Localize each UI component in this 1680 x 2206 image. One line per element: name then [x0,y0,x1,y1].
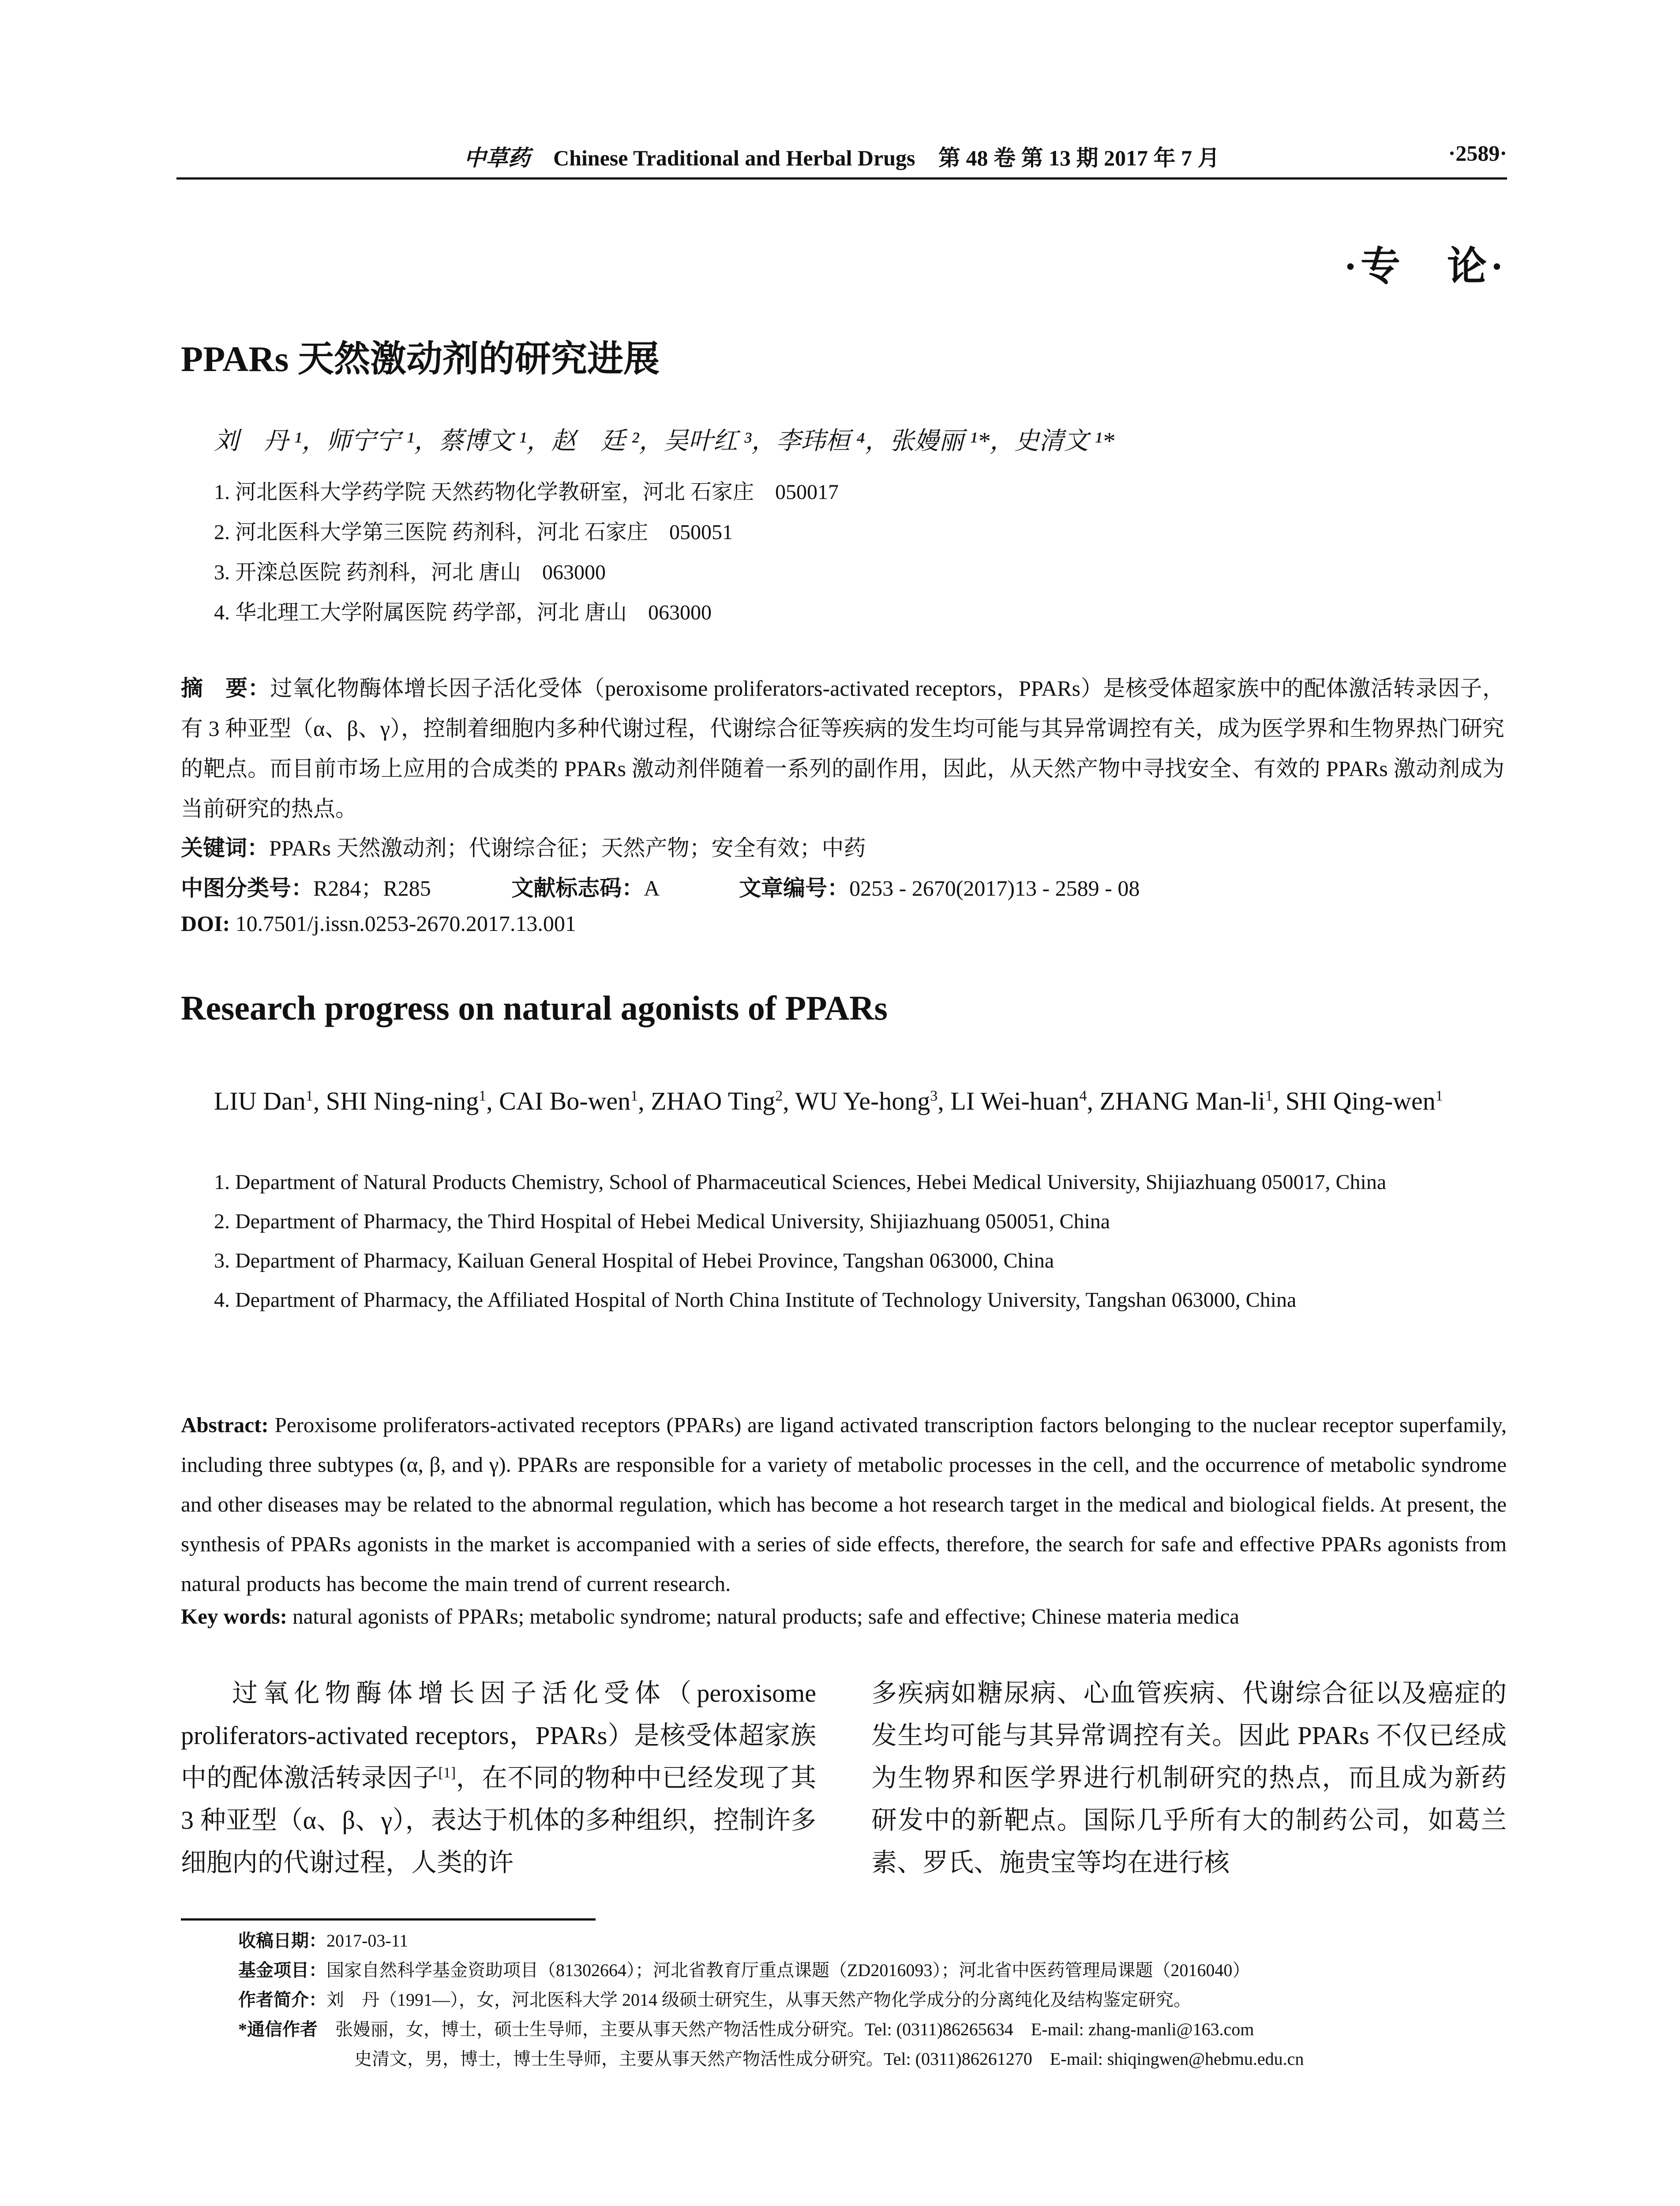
footnote-received: 收稿日期：2017-03-11 [238,1931,409,1951]
section-label: ·专 论· [1343,245,1507,289]
clc-label: 中图分类号： [181,876,313,900]
author-en: LIU Dan$^1$ [214,1087,313,1116]
citation-ref[interactable]: [1] [438,1764,456,1781]
footnote-rule [181,1918,596,1921]
affiliation-cn-item: 4. 华北理工大学附属医院 药学部，河北 唐山 063000 [214,601,712,624]
doc-code-label: 文献标志码： [511,876,644,900]
title-cn: PPARs 天然激动剂的研究进展 [181,339,660,379]
body-column-left: 过氧化物酶体增长因子活化受体（peroxisome proliferators-activated receptors，PPARs）是核受体超家族中的配体激活转录因子[1]，在不同的物种中已经发现了其 3 种亚型（α、β、γ），表达于机体的多种组织，控制许多细胞内的代谢过程，人类的许 [181,1679,816,1877]
title-en: Research progress on natural agonists of PPARs [181,989,888,1027]
doi-line [181,911,576,936]
author-en: ZHANG Man-$li^1$ [1099,1087,1273,1116]
authors-en: LIU Dan$^1$, SHI Ning-ning$^1$, CAI Bo-wen$^1$, ZHAO Ting$^2$, WU Ye-hong$^3$, LI Wei-huan$^4$, ZHANG Man-$li^1$, SHI Qing-wen$^1$ [214,1087,1443,1116]
footnote-fund: 基金项目：国家自然科学基金资助项目（81302664）；河北省教育厅重点课题（ZD2016093）；河北省中医药管理局课题（2016040） [238,1960,1250,1980]
affiliation-en-item: 4. Department of Pharmacy, the Affiliated Hospital of North China Institute of Technology University, Tangshan 063000, China [214,1288,1297,1312]
classification-line [181,870,1140,902]
clc-value: R284；R285 [313,876,431,900]
journal-name-en: Chinese Traditional and Herbal Drugs [553,146,915,170]
header-rule [176,177,1507,180]
affiliation-cn-item: 3. 开滦总医院 药剂科，河北 唐山 063000 [214,561,606,584]
footnote-corresponding: *通信作者 张嫚丽，女，博士，硕士生导师，主要从事天然产物活性成分研究。Tel: (0311)86265634 E-mail: zhang-manli@163.com [238,2019,1254,2039]
keywords-cn-text: PPARs 天然激动剂；代谢综合征；天然产物；安全有效；中药 [269,836,866,860]
abstract-en-label: Abstract: [181,1413,269,1437]
journal-issue: 第 48 卷 第 13 期 2017 年 7 月 [938,146,1220,170]
doc-code-value: A [644,876,659,900]
journal-name-cn: 中草药 [464,146,530,170]
doi-label: DOI: [181,911,230,936]
affiliation-cn-item: 2. 河北医科大学第三医院 药剂科，河北 石家庄 050051 [214,521,733,544]
keywords-cn [181,830,866,862]
article-number-value: 0253 - 2670(2017)13 - 2589 - 08 [849,876,1140,900]
author-en: SHI Qing-wen$^1$ [1285,1087,1443,1116]
abstract-en-text: Peroxisome proliferators-activated receptors (PPARs) are ligand activated transcription factors belonging to the nuclear receptor superfamily, including three subtypes (α, β, and γ). PPARs are responsible for a variety of metabolic processes in the cell, and the occurrence of metabolic syndrome and other diseases may be related to the abnormal regulation, which has become a hot research target in the medical and biological fields. At present, the synthesis of PPARs agonists in the market is accompanied with a series of side effects, therefore, the search for safe and effective PPARs agonists from natural products has become the main trend of current research. [181,1413,1507,1596]
keywords-en-label: Key words: [181,1604,287,1628]
abstract-cn [181,668,1504,829]
keywords-en [181,1604,1239,1629]
doi-value: 10.7501/j.issn.0253-2670.2017.13.001 [235,911,576,936]
affiliation-cn-item: 1. 河北医科大学药学院 天然药物化学教研室，河北 石家庄 050017 [214,480,839,504]
abstract-cn-text: 过氧化物酶体增长因子活化受体（peroxisome proliferators-activated receptors，PPARs）是核受体超家族中的配体激活转录因子，有 3 种亚型（α、β、γ），控制着细胞内多种代谢过程，代谢综合征等疾病的发生均可能与其异常调控有关，成为医学界和生物界热门研究的靶点。而目前市场上应用的合成类的 PPARs 激动剂伴随着一系列的副作用，因此，从天然产物中寻找安全、有效的 PPARs 激动剂成为当前研究的热点。 [181,676,1504,821]
affiliation-en-item: 2. Department of Pharmacy, the Third Hospital of Hebei Medical University, Shijiazhuang 050051, China [214,1210,1110,1233]
body-column-right: 多疾病如糖尿病、心血管疾病、代谢综合征以及癌症的发生均可能与其异常调控有关。因此 PPARs 不仅已经成为生物界和医学界进行机制研究的热点，而且成为新药研发中的新靶点。国际几乎所有大的制药公司，如葛兰素、罗氏、施贵宝等均在进行核 [871,1679,1507,1877]
keywords-cn-label: 关键词： [181,836,269,860]
affiliation-en-item: 1. Department of Natural Products Chemistry, School of Pharmaceutical Sciences, Hebei Medical University, Shijiazhuang 050017, China [214,1171,1387,1194]
abstract-cn-label: 摘 要： [181,676,270,701]
affiliations-cn [214,472,839,633]
running-header [176,140,1507,176]
article-number-label: 文章编号： [739,876,850,900]
keywords-en-text: natural agonists of PPARs; metabolic syndrome; natural products; safe and effective; Chinese materia medica [292,1604,1240,1628]
author-en: SHI Ning-ning$^1$ [326,1087,487,1116]
footnote-corresponding-2: 史清文，男，博士，博士生导师，主要从事天然产物活性成分研究。Tel: (0311)86261270 E-mail: shiqingwen@hebmu.edu.cn [354,2049,1304,2069]
abstract-en [181,1405,1507,1604]
page-number: ·2589· [1448,141,1507,165]
author-en: LI Wei-huan$^4$ [950,1087,1087,1116]
journal-info [176,140,1507,172]
author-en: ZHAO Ting$^2$ [651,1087,783,1116]
footnotes [238,1926,1509,2074]
affiliation-en-item: 3. Department of Pharmacy, Kailuan General Hospital of Hebei Province, Tangshan 063000, China [214,1249,1054,1272]
author-en: CAI Bo-wen$^1$ [499,1087,638,1116]
footnote-author-bio: 作者简介：刘 丹（1991—），女，河北医科大学 2014 级硕士研究生，从事天然产物化学成分的分离纯化及结构鉴定研究。 [238,1990,1191,2010]
author-en: WU Ye-hong$^3$ [795,1087,938,1116]
affiliations-en [214,1163,1507,1320]
authors-cn: 刘 丹 ¹，师宁宁 ¹，蔡博文 ¹，赵 廷 ²，吴叶红 ³，李玮桓 ⁴，张嫚丽 ¹*，史清文 ¹* [214,428,1114,455]
